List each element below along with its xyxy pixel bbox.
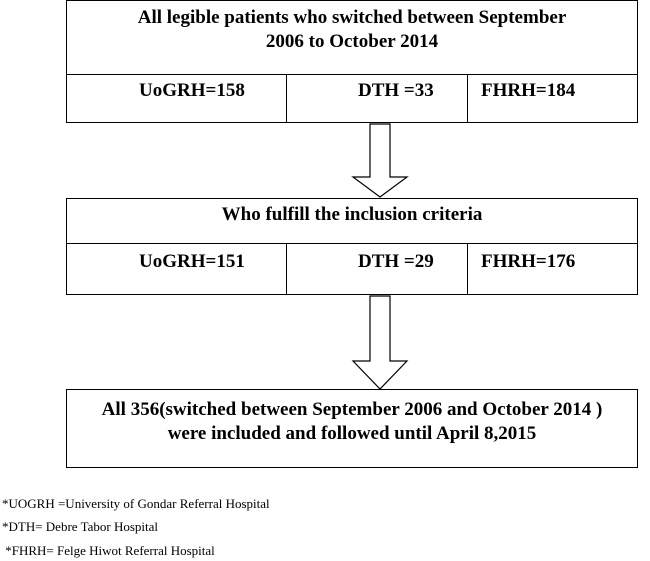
stage1-cell-dth: DTH =33: [358, 80, 434, 101]
stage1-cell-uogrh: UoGRH=158: [139, 80, 245, 101]
stage2-box: [66, 198, 638, 295]
footnote-dth: *DTH= Debre Tabor Hospital: [2, 519, 159, 534]
stage2-divider: [67, 243, 637, 244]
stage1-col-divider-2: [467, 74, 468, 122]
stage1-title-line1: All legible patients who switched between September: [137, 7, 567, 28]
footnote-fhrh: *FHRH= Felge Hiwot Referral Hospital: [2, 543, 215, 558]
down-arrow-icon: [350, 123, 410, 199]
stage1-title-line2: 2006 to October 2014: [265, 31, 439, 52]
stage2-cell-dth: DTH =29: [358, 251, 434, 272]
stage1-col-divider-1: [286, 74, 287, 122]
stage3-line1: All 356(switched between September 2006 and October 2014 ): [101, 399, 603, 420]
stage1-box: [66, 0, 638, 123]
down-arrow-icon: [350, 295, 410, 391]
stage2-title: Who fulfill the inclusion criteria: [221, 204, 483, 225]
stage3-line2: were included and followed until April 8,2015: [167, 423, 537, 444]
stage2-cell-uogrh: UoGRH=151: [139, 251, 245, 272]
footnote-uogrh: *UOGRH =University of Gondar Referral Hospital: [2, 496, 270, 511]
stage1-cell-fhrh: FHRH=184: [481, 80, 576, 101]
stage2-col-divider-1: [286, 243, 287, 294]
stage2-col-divider-2: [467, 243, 468, 294]
stage3-box: [66, 389, 638, 468]
stage1-divider: [67, 74, 637, 75]
stage2-cell-fhrh: FHRH=176: [481, 251, 576, 272]
